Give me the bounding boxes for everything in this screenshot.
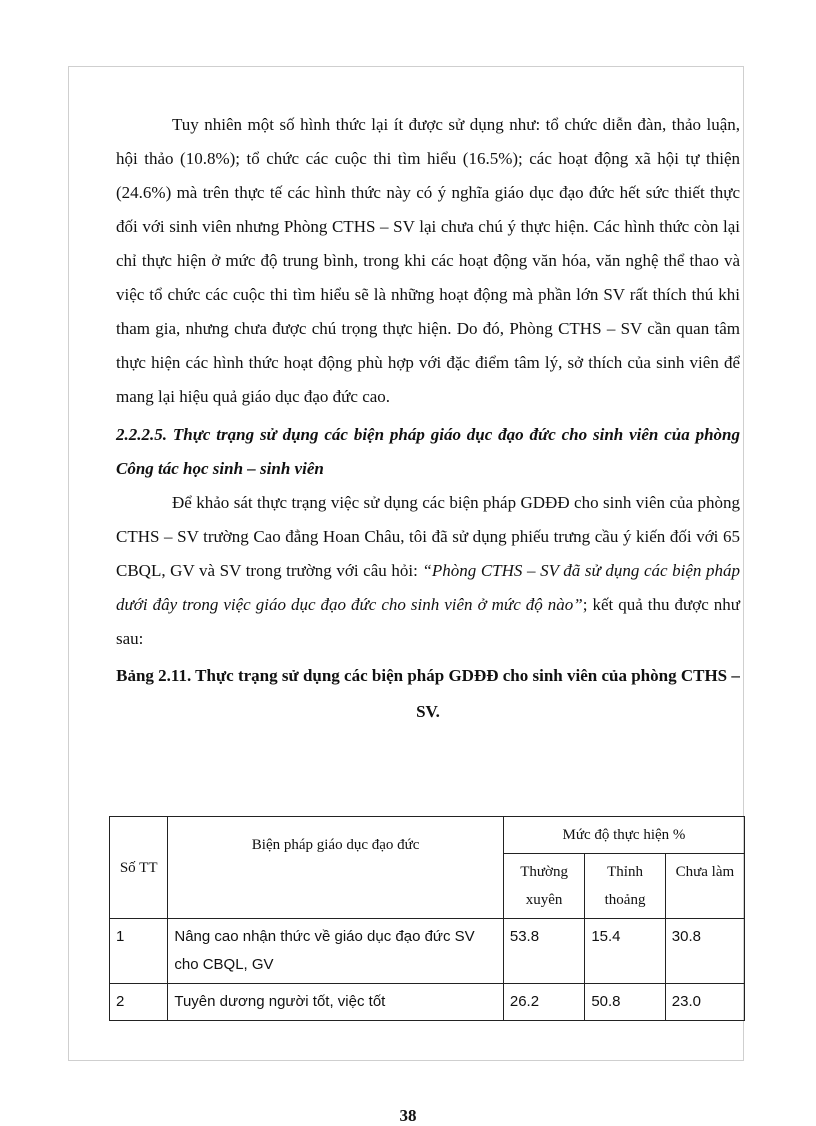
survey-lead: Để khảo sát thực trạng việc sử dụng các biện pháp GDĐĐ cho sinh viên của phòng CTHS – SV trường Cao đẳng Hoan Châu, tôi đã sử dụng phiếu trưng cầu ý kiến đối với 65 CBQL, GV và SV trong trường với câu hỏi: xyxy=(116,493,740,580)
header-regular: Thường xuyên xyxy=(503,854,584,919)
header-measure: Biện pháp giáo dục đạo đức xyxy=(168,817,504,919)
row-not: 30.8 xyxy=(665,919,744,984)
table-row xyxy=(110,984,745,1021)
row-sometimes: 50.8 xyxy=(585,984,665,1021)
measures-table xyxy=(109,816,745,1021)
document-body xyxy=(116,108,740,730)
header-stt: Số TT xyxy=(110,817,168,919)
survey-tail: ; kết quả thu được như sau: xyxy=(116,595,740,648)
section-heading: 2.2.2.5. Thực trạng sử dụng các biện pháp giáo dục đạo đức cho sinh viên của phòng Công tác học sinh – sinh viên xyxy=(116,425,740,478)
row-stt: 2 xyxy=(110,984,168,1021)
row-regular: 53.8 xyxy=(503,919,584,984)
table-caption: Bảng 2.11. Thực trạng sử dụng các biện pháp GDĐĐ cho sinh viên của phòng CTHS – SV. xyxy=(116,666,740,721)
row-measure: Tuyên dương người tốt, việc tốt xyxy=(168,984,504,1021)
table-row xyxy=(110,919,745,984)
page-number: 38 xyxy=(399,1106,417,1125)
table-header-row xyxy=(110,817,745,854)
survey-question: “Phòng CTHS – SV đã sử dụng các biện pháp dưới đây trong việc giáo dục đạo đức cho sinh viên ở mức độ nào” xyxy=(116,561,741,614)
paragraph-forms-usage: Tuy nhiên một số hình thức lại ít được sử dụng như: tổ chức diễn đàn, thảo luận, hội thảo (10.8%); tổ chức các cuộc thi tìm hiểu (16.5%); các hoạt động xã hội tự thiện (24.6%) mà trên thực tế các hình thức này có ý nghĩa giáo dục đạo đức hết sức thiết thực đối với sinh viên nhưng Phòng CTHS – SV lại chưa chú ý thực hiện. Các hình thức còn lại chỉ thực hiện ở mức độ trung bình, trong khi các hoạt động văn hóa, văn nghệ thể thao và việc tổ chức các cuộc thi tìm hiểu sẽ là những hoạt động mà phần lớn SV rất thích thú khi tham gia, nhưng chưa được chú trọng thực hiện. Do đó, Phòng CTHS – SV cần quan tâm thực hiện các hình thức hoạt động phù hợp với đặc điểm tâm lý, sở thích của sinh viên để mang lại hiệu quả giáo dục đạo đức cao. xyxy=(116,115,740,406)
header-level: Mức độ thực hiện % xyxy=(503,817,744,854)
row-regular: 26.2 xyxy=(503,984,584,1021)
row-not: 23.0 xyxy=(665,984,744,1021)
row-measure: Nâng cao nhận thức về giáo dục đạo đức SV cho CBQL, GV xyxy=(168,919,504,984)
paragraph-survey xyxy=(116,486,740,656)
header-not: Chưa làm xyxy=(665,854,744,919)
row-sometimes: 15.4 xyxy=(585,919,665,984)
header-sometimes: Thỉnh thoảng xyxy=(585,854,665,919)
row-stt: 1 xyxy=(110,919,168,984)
